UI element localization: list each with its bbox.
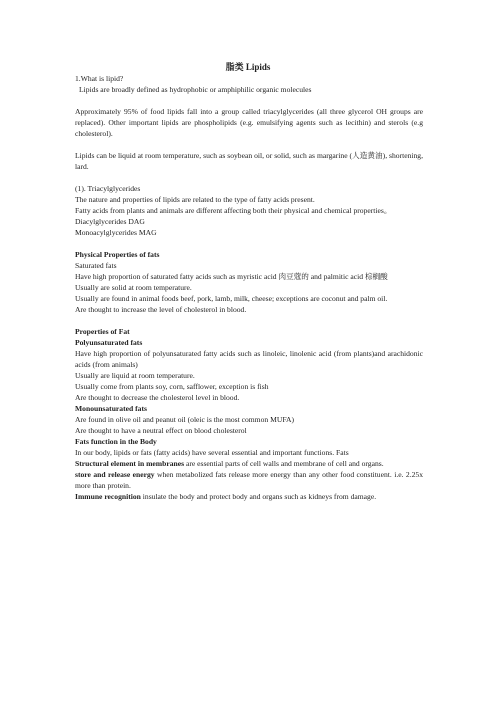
subheading-saturated-fats: Saturated fats [75,261,117,270]
paragraph: Are thought to increase the level of cholesterol in blood. [75,305,247,314]
list-item: Monoacylglycerides MAG [75,228,157,237]
paragraph: Usually are found in animal foods beef, pork, lamb, milk, cheese; exceptions are coconut and palm oil. [75,294,388,303]
paragraph: In our body, lipids or fats (fatty acids) have several essential and important functions. Fats [75,448,349,457]
term-description: are essential parts of cell walls and membrane of cell and organs. [184,459,384,468]
paragraph: Usually come from plants soy, corn, safflower, exception is fish [75,382,269,391]
subheading-monounsaturated-fats: Monounsaturated fats [75,404,147,413]
paragraph: Are thought to decrease the cholesterol level in blood. [75,393,240,402]
term-store-release-energy: store and release energy [75,470,155,479]
paragraph: Lipids can be liquid at room temperature, such as soybean oil, or solid, such as margarine (人造黄油), shortening, lard. [75,151,423,171]
paragraph [75,491,423,502]
section-heading-physical-properties: Physical Properties of fats [75,250,160,259]
section-heading-what-is-lipid: 1.What is lipid? [75,74,124,83]
list-item: Diacylglycerides DAG [75,217,145,226]
section-heading-properties-of-fat: Properties of Fat [75,327,130,336]
document-body [75,73,423,502]
term-immune-recognition: Immune recognition [75,492,141,501]
page-title: 脂类 Lipids [225,62,271,72]
paragraph: Are found in olive oil and peanut oil (oleic is the most common MUFA) [75,415,294,424]
section-heading-triacylglycerides: (1). Triacylglycerides [75,184,141,193]
paragraph: Approximately 95% of food lipids fall into a group called triacylglycerides (all three glycerol OH groups are replaced). Other important lipids are phospholipids (e.g. emulsifying agents such as lecithin) and sterols (e.g cholesterol). [75,107,423,138]
subheading-fats-function: Fats function in the Body [75,437,157,446]
paragraph: Are thought to have a neutral effect on blood cholesterol [75,426,247,435]
subheading-polyunsaturated-fats: Polyunsaturated fats [75,338,143,347]
paragraph: Fatty acids from plants and animals are different affecting both their physical and chemical properties。 [75,206,392,215]
term-description: insulate the body and protect body and organs such as kidneys from damage. [140,492,377,501]
paragraph [75,458,423,469]
paragraph: The nature and properties of lipids are related to the type of fatty acids present. [75,195,315,204]
paragraph: Lipids are broadly defined as hydrophobic or amphiphilic organic molecules [79,85,312,94]
term-description: when metabolized fats release more energy than any other food constituent. i.e. 2.25x more than protein. [75,470,424,490]
paragraph: Usually are solid at room temperature. [75,283,192,292]
paragraph: Have high proportion of saturated fatty acids such as myristic acid 肉豆蔻的 and palmitic acid 棕榈酸 [75,272,388,281]
paragraph: Have high proportion of polyunsaturated fatty acids such as linoleic, linolenic acid (from plants)and arachidonic acids (from animals) [75,349,423,369]
paragraph: Usually are liquid at room temperature. [75,371,195,380]
paragraph [75,469,423,491]
term-structural-element: Structural element in membranes [75,459,185,468]
